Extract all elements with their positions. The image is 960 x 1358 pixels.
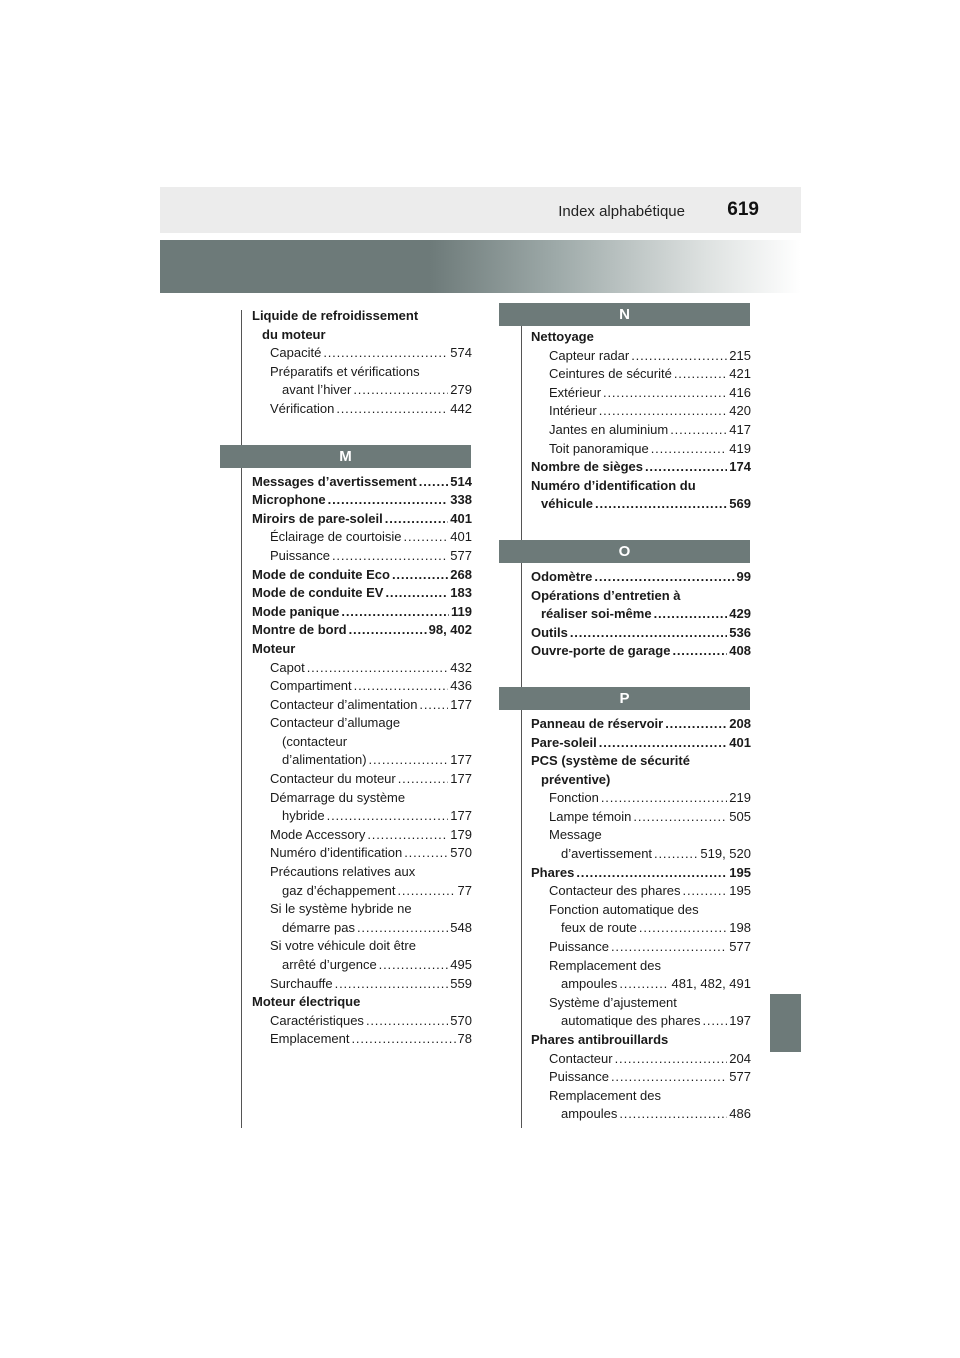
dot-leader <box>349 621 427 640</box>
entry-term: réaliser soi-même <box>541 606 652 622</box>
index-entry <box>252 1030 472 1049</box>
dot-leader <box>611 938 727 957</box>
entry-term: Puissance <box>549 939 609 955</box>
dot-leader <box>702 1012 727 1031</box>
index-entry <box>252 603 472 622</box>
index-entry <box>252 491 472 510</box>
entry-term: gaz d’échappement <box>282 882 396 898</box>
entry-page: 481, 482, 491 <box>671 976 751 992</box>
entry-term: Intérieur <box>549 403 597 419</box>
entry-page: 577 <box>450 547 472 563</box>
entry-term: Outils <box>531 624 568 640</box>
dot-leader <box>570 624 727 643</box>
section-title: Index alphabétique <box>558 203 685 220</box>
entry-term: démarre pas <box>282 919 355 935</box>
entry-term: Éclairage de courtoisie <box>270 529 402 545</box>
index-heading: Précautions relatives aux <box>270 864 416 880</box>
dot-leader <box>357 919 448 938</box>
column-rule-middle <box>521 310 522 1128</box>
entry-term: arrêté d’urgence <box>282 957 377 972</box>
entry-term: Ceintures de sécurité <box>549 366 672 382</box>
entry-page: 198 <box>729 920 751 936</box>
entry-term: Puissance <box>549 1069 609 1085</box>
dot-leader <box>594 568 734 587</box>
dot-leader <box>369 751 449 770</box>
index-entry <box>531 624 751 643</box>
entry-page: 195 <box>729 883 751 899</box>
index-entry <box>252 677 472 696</box>
entry-term: Mode de conduite Eco <box>252 566 390 582</box>
index-entry <box>531 1050 751 1069</box>
entry-term: Lampe témoin <box>549 808 632 824</box>
index-entry <box>531 347 751 366</box>
dot-leader <box>379 956 449 975</box>
entry-term: Contacteur d’alimentation <box>270 696 418 712</box>
entry-page: 570 <box>450 1012 472 1028</box>
entry-term: Fonction <box>549 790 599 806</box>
index-heading: préventive) <box>541 771 611 787</box>
page-number: 619 <box>727 199 759 220</box>
entry-term: Numéro d’identification <box>270 845 403 861</box>
index-entry <box>531 402 751 421</box>
index-entry <box>252 528 472 547</box>
dot-leader <box>611 1068 727 1087</box>
index-entry <box>531 715 751 734</box>
entry-page: 177 <box>450 696 472 712</box>
dot-leader <box>665 715 727 734</box>
dot-leader <box>367 826 448 845</box>
dot-leader <box>323 344 448 363</box>
entry-page: 570 <box>450 845 472 861</box>
entry-term: d’alimentation) <box>282 752 367 768</box>
entry-term: Contacteur du moteur <box>270 771 396 787</box>
entry-term: véhicule <box>541 496 594 512</box>
index-entry <box>531 458 751 477</box>
entry-page: 208 <box>729 715 751 731</box>
entry-page: 179 <box>450 826 472 842</box>
entry-page: 119 <box>451 603 472 619</box>
dot-leader <box>397 882 455 901</box>
dot-leader <box>601 789 727 808</box>
entry-page: 559 <box>450 975 472 991</box>
entry-page: 183 <box>450 585 472 601</box>
entry-term: Toit panoramique <box>549 440 649 456</box>
index-heading: Démarrage du système <box>270 789 406 805</box>
entry-term: Extérieur <box>549 384 602 400</box>
index-entry <box>252 344 472 363</box>
entry-page: 442 <box>450 400 472 416</box>
index-entry <box>531 938 751 957</box>
entry-term: Ouvre-porte de garage <box>531 643 671 659</box>
index-entry <box>252 919 472 938</box>
entry-term: Capot <box>270 659 305 675</box>
entry-page: 197 <box>729 1013 751 1029</box>
index-entry <box>531 1068 751 1087</box>
index-column-right <box>531 306 751 1124</box>
entry-term: Surchauffe <box>270 975 333 991</box>
entry-page: 514 <box>450 473 472 489</box>
index-heading: (contacteur <box>282 733 348 749</box>
entry-term: Compartiment <box>270 678 352 694</box>
entry-page: 99 <box>736 568 751 584</box>
index-entry <box>252 1012 472 1031</box>
index-entry <box>252 566 472 585</box>
entry-page: 577 <box>729 1069 751 1085</box>
index-entry <box>531 919 751 938</box>
entry-page: 219 <box>729 790 751 806</box>
entry-page: 177 <box>450 808 472 824</box>
section-gap <box>252 419 472 445</box>
entry-page: 429 <box>729 606 751 622</box>
index-heading: Si le système hybride ne <box>270 901 412 917</box>
dot-leader <box>351 1030 455 1049</box>
entry-page: 505 <box>729 808 751 824</box>
entry-page: 177 <box>450 752 472 768</box>
dot-leader <box>670 421 727 440</box>
entry-term: Mode de conduite EV <box>252 585 384 601</box>
index-heading: Opérations d’entretien à <box>531 587 681 603</box>
entry-page: 215 <box>729 347 751 363</box>
index-entry <box>252 956 472 975</box>
index-heading: Fonction automatique des <box>549 901 699 917</box>
entry-term: automatique des phares <box>561 1013 701 1029</box>
entry-term: Vérification <box>270 400 335 416</box>
entry-page: 174 <box>729 459 751 475</box>
entry-page: 421 <box>729 366 751 382</box>
entry-term: Mode Accessory <box>270 826 366 842</box>
entry-term: Mode panique <box>252 603 340 619</box>
entry-term: Phares <box>531 864 575 880</box>
index-entry <box>531 384 751 403</box>
index-heading: Remplacement des <box>549 957 661 973</box>
entry-page: 577 <box>729 939 751 955</box>
dot-leader <box>645 458 727 477</box>
letter-heading: O <box>499 540 750 563</box>
dot-leader <box>404 528 449 547</box>
entry-page: 268 <box>450 566 472 582</box>
letter-heading: P <box>499 687 750 710</box>
index-entry <box>252 659 472 678</box>
entry-term: Montre de bord <box>252 622 347 638</box>
index-entry <box>531 1012 751 1031</box>
dot-leader <box>639 919 727 938</box>
entry-page: 78 <box>457 1031 472 1047</box>
index-entry <box>531 440 751 459</box>
dot-leader <box>615 1050 728 1069</box>
index-heading: Message <box>549 827 602 843</box>
page-header <box>160 187 801 233</box>
index-entry <box>531 421 751 440</box>
entry-page: 419 <box>729 440 751 456</box>
dot-leader <box>392 566 448 585</box>
entry-term: Panneau de réservoir <box>531 715 664 731</box>
index-entry <box>252 400 472 419</box>
dot-leader <box>683 882 728 901</box>
entry-page: 338 <box>450 492 472 508</box>
entry-page: 401 <box>450 510 472 526</box>
entry-term: Nombre de sièges <box>531 459 643 475</box>
index-heading: PCS (système de sécurité <box>531 753 690 769</box>
entry-page: 569 <box>729 496 751 512</box>
index-entry <box>531 1105 751 1124</box>
index-heading: Système d’ajustement <box>549 994 677 1010</box>
dot-leader <box>674 365 727 384</box>
entry-term: Microphone <box>252 492 326 508</box>
dot-leader <box>327 807 449 826</box>
entry-page: 77 <box>457 882 472 898</box>
section-gap <box>531 514 751 540</box>
index-entry <box>531 882 751 901</box>
dot-leader <box>341 603 449 622</box>
dot-leader <box>603 384 727 403</box>
entry-term: Odomètre <box>531 568 593 584</box>
column-rule-left <box>241 310 242 1128</box>
entry-term: Miroirs de pare-soleil <box>252 510 383 526</box>
dot-leader <box>404 844 448 863</box>
index-entry <box>531 789 751 808</box>
index-entry <box>531 734 751 753</box>
entry-term: Jantes en aluminium <box>549 421 669 437</box>
dot-leader <box>398 770 449 789</box>
entry-page: 408 <box>729 643 751 659</box>
index-heading: Nettoyage <box>531 329 594 344</box>
dot-leader <box>354 677 449 696</box>
index-entry <box>531 365 751 384</box>
entry-page: 536 <box>729 624 751 640</box>
dot-leader <box>599 734 728 753</box>
entry-term: Messages d’avertissement <box>252 473 417 489</box>
index-entry <box>252 547 472 566</box>
index-entry <box>531 808 751 827</box>
index-entry <box>252 696 472 715</box>
dot-leader <box>595 495 727 514</box>
dot-leader <box>672 642 727 661</box>
dot-leader <box>336 400 448 419</box>
entry-term: Emplacement <box>270 1031 350 1047</box>
decorative-band <box>160 240 801 293</box>
index-heading: Numéro d’identification du <box>531 477 696 493</box>
index-heading: Liquide de refroidissement <box>252 308 419 323</box>
index-entry <box>531 845 751 864</box>
dot-leader <box>619 1105 727 1124</box>
entry-page: 401 <box>450 529 472 545</box>
dot-leader <box>328 491 449 510</box>
index-heading: Si votre véhicule doit être <box>270 938 416 954</box>
entry-page: 519, 520 <box>700 846 751 862</box>
index-heading: Préparatifs et vérifications <box>270 363 420 379</box>
entry-page: 420 <box>729 403 751 419</box>
entry-term: Pare-soleil <box>531 734 597 750</box>
index-entry <box>252 807 472 826</box>
entry-page: 279 <box>450 382 472 398</box>
dot-leader <box>353 381 448 400</box>
index-column-left <box>252 307 472 1049</box>
entry-page: 417 <box>729 421 751 437</box>
index-heading: Remplacement des <box>549 1087 661 1103</box>
index-entry <box>252 770 472 789</box>
dot-leader <box>576 864 727 883</box>
entry-page: 401 <box>729 734 751 750</box>
index-entry <box>252 975 472 994</box>
entry-term: Contacteur <box>549 1050 613 1066</box>
entry-page: 436 <box>450 678 472 694</box>
index-entry <box>531 605 751 624</box>
entry-term: hybride <box>282 808 325 824</box>
entry-page: 416 <box>729 384 751 400</box>
dot-leader <box>631 347 727 366</box>
entry-term: Capteur radar <box>549 347 630 363</box>
entry-term: Capacité <box>270 345 322 361</box>
index-entry <box>531 495 751 514</box>
entry-page: 195 <box>729 864 751 880</box>
dot-leader <box>366 1012 448 1031</box>
dot-leader <box>651 440 728 459</box>
entry-term: ampoules <box>561 1106 618 1122</box>
entry-term: Caractéristiques <box>270 1012 364 1028</box>
entry-page: 432 <box>450 659 472 675</box>
section-gap <box>531 661 751 687</box>
index-entry <box>252 844 472 863</box>
index-entry <box>252 621 472 640</box>
entry-term: avant l’hiver <box>282 382 352 398</box>
dot-leader <box>385 584 448 603</box>
entry-page: 574 <box>450 345 472 361</box>
dot-leader <box>419 473 449 492</box>
entry-page: 177 <box>450 771 472 787</box>
dot-leader <box>335 975 449 994</box>
dot-leader <box>619 975 669 994</box>
dot-leader <box>332 547 448 566</box>
dot-leader <box>599 402 728 421</box>
letter-heading: M <box>220 445 471 468</box>
index-entry <box>252 584 472 603</box>
dot-leader <box>307 659 449 678</box>
index-heading: du moteur <box>262 326 326 342</box>
entry-page: 495 <box>450 957 472 972</box>
entry-term: Puissance <box>270 547 330 563</box>
index-entry <box>531 642 751 661</box>
index-heading: Moteur électrique <box>252 994 361 1010</box>
chapter-tab <box>770 994 801 1052</box>
index-heading: Moteur <box>252 640 296 656</box>
index-entry <box>531 568 751 587</box>
entry-term: ampoules <box>561 976 618 992</box>
index-entry <box>252 473 472 492</box>
entry-page: 486 <box>729 1106 751 1122</box>
dot-leader <box>419 696 448 715</box>
entry-page: 204 <box>729 1050 751 1066</box>
dot-leader <box>633 808 727 827</box>
index-entry <box>252 751 472 770</box>
entry-term: d’avertissement <box>561 846 653 862</box>
entry-page: 98, 402 <box>428 622 472 638</box>
entry-page: 548 <box>450 919 472 935</box>
entry-term: Contacteur des phares <box>549 883 681 899</box>
index-entry <box>252 381 472 400</box>
index-entry <box>252 882 472 901</box>
dot-leader <box>654 845 698 864</box>
dot-leader <box>654 605 728 624</box>
index-entry <box>531 864 751 883</box>
letter-heading: N <box>499 303 750 326</box>
index-entry <box>252 510 472 529</box>
dot-leader <box>385 510 449 529</box>
index-heading: Phares antibrouillards <box>531 1032 669 1047</box>
index-entry <box>252 826 472 845</box>
index-entry <box>531 975 751 994</box>
index-heading: Contacteur d’allumage <box>270 715 401 731</box>
entry-term: feux de route <box>561 920 637 936</box>
